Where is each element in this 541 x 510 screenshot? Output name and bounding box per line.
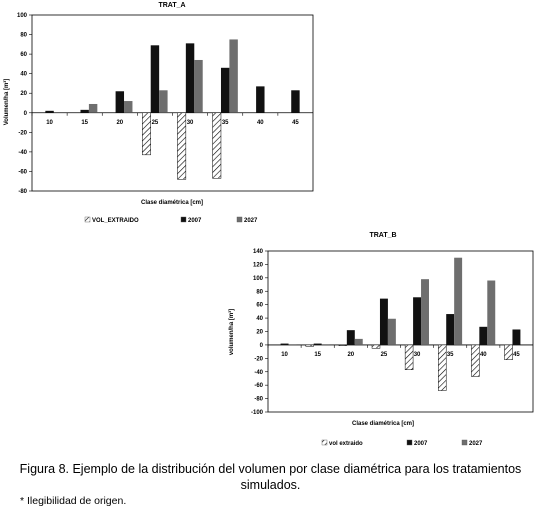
chart-trat-a-bar-2007-35 — [221, 68, 229, 113]
chart-trat-b-y-tick-label: -40 — [254, 369, 263, 376]
chart-trat-a-x-axis-label: Clase diamétrica [cm] — [140, 200, 204, 206]
chart-trat-a-y-tick-label: 40 — [20, 71, 27, 78]
chart-trat-a-bar-2007-25 — [151, 45, 159, 112]
chart-trat-a-x-tick-label: 25 — [151, 119, 159, 126]
chart-trat-b-y-tick-label: 140 — [252, 249, 263, 255]
chart-trat-a-bar-vol-extraido-25 — [142, 113, 150, 155]
chart-trat-a-legend-swatch — [181, 217, 186, 222]
chart-trat-b-bar-vol-extraido-35 — [438, 345, 446, 391]
chart-trat-a-legend-label: VOL_EXTRAIDO — [92, 218, 139, 224]
chart-trat-a-x-tick-label: 20 — [116, 119, 124, 126]
chart-trat-b-y-tick-label: -80 — [254, 396, 263, 403]
chart-trat-a-y-tick-label: 0 — [23, 110, 27, 117]
chart-trat-a-y-tick-label: 100 — [16, 13, 27, 19]
chart-trat-b-x-tick-label: 20 — [347, 351, 355, 358]
chart-trat-b-x-tick-label: 15 — [314, 351, 322, 358]
chart-trat-a-bar-2007-45 — [291, 90, 299, 112]
chart-trat-b-bar-vol-extraido-45 — [505, 345, 513, 360]
chart-trat-a-bar-2007-30 — [186, 43, 194, 112]
chart-trat-b-bar-vol-extraido-30 — [405, 345, 413, 370]
chart-trat-b-y-tick-label: 80 — [256, 289, 263, 296]
chart-trat-b-legend-swatch — [322, 440, 327, 445]
chart-trat-a-legend-swatch — [237, 217, 242, 222]
chart-trat-a-bar-2007-20 — [116, 91, 124, 113]
chart-trat-a-y-tick-label: -80 — [18, 189, 27, 195]
chart-trat-b-bar-vol-extraido-40 — [471, 345, 479, 377]
chart-trat-a-bar-2007-15 — [80, 110, 88, 113]
chart-trat-b-legend-swatch — [407, 440, 412, 445]
chart-trat-a-bar-vol-extraido-30 — [177, 113, 185, 179]
chart-trat-b-y-tick-label: -60 — [254, 383, 263, 390]
chart-trat-b-bar-vol-extraido-20 — [339, 345, 347, 346]
chart-trat-a-legend-label: 2007 — [188, 218, 202, 224]
chart-trat-a-y-tick-label: 60 — [20, 52, 27, 59]
chart-trat-a-x-tick-label: 15 — [81, 119, 89, 126]
chart-trat-b-y-tick-label: 120 — [252, 262, 263, 269]
chart-trat-b-bar-2027-30 — [421, 279, 429, 345]
chart-trat-a-legend-swatch — [85, 217, 90, 222]
chart-trat-a-bar-vol-extraido-35 — [213, 113, 221, 179]
chart-trat-b-x-axis-label: Clase diamétrica [cm] — [351, 421, 415, 427]
chart-trat-b-title: TRAT_B — [369, 232, 397, 239]
chart-trat-b-bar-2007-30 — [413, 297, 421, 345]
chart-trat-b-bar-2007-15 — [314, 344, 322, 345]
chart-trat-b-bar-2027-20 — [355, 339, 363, 345]
chart-trat-a-bar-2027-20 — [124, 101, 132, 113]
chart-trat-b-y-tick-label: 60 — [256, 302, 263, 309]
chart-trat-b-x-tick-label: 10 — [281, 351, 288, 358]
chart-trat-a-bar-2027-25 — [159, 90, 167, 112]
chart-trat-b-bar-2007-40 — [479, 327, 487, 345]
chart-trat-b-bar-vol-extraido-25 — [372, 345, 380, 348]
chart-trat-b-bar-2007-10 — [281, 344, 289, 345]
chart-trat-b-x-tick-label: 30 — [413, 351, 421, 358]
chart-trat-a-y-tick-label: -60 — [18, 169, 27, 176]
chart-trat-b-y-axis-label: volumen/ha [m³] — [229, 308, 235, 356]
chart-trat-b-x-tick-label: 40 — [479, 351, 487, 358]
chart-trat-a-y-tick-label: 80 — [20, 32, 27, 39]
chart-trat-b-y-tick-label: 40 — [256, 316, 263, 323]
chart-trat-a-x-tick-label: 10 — [46, 119, 53, 126]
chart-trat-a-y-tick-label: 20 — [20, 91, 27, 98]
chart-trat-a-x-tick-label: 35 — [221, 119, 229, 126]
chart-trat-b-bar-vol-extraido-15 — [306, 345, 314, 346]
chart-trat-b-legend-label: 2007 — [414, 441, 428, 447]
chart-trat-a-plot-frame — [32, 15, 313, 191]
chart-trat-b-bar-2027-25 — [388, 319, 396, 345]
chart-trat-b-y-tick-label: -20 — [254, 356, 263, 363]
chart-trat-a-x-tick-label: 40 — [256, 119, 264, 126]
chart-trat-a-bar-2007-40 — [256, 86, 264, 112]
chart-trat-b-y-tick-label: 20 — [256, 329, 263, 336]
chart-trat-b-bar-2007-25 — [380, 299, 388, 345]
chart-trat-b-y-tick-label: -100 — [250, 410, 263, 416]
chart-trat-a-legend-label: 2027 — [244, 218, 258, 224]
chart-trat-a-y-tick-label: -20 — [18, 130, 27, 137]
chart-trat-b-bar-2027-15 — [322, 344, 330, 345]
chart-trat-b-bar-2027-10 — [289, 344, 297, 345]
chart-trat-b-bar-2007-35 — [446, 314, 454, 345]
chart-trat-a-x-tick-label: 30 — [186, 119, 194, 126]
chart-trat-a-bar-2027-35 — [229, 39, 237, 112]
chart-trat-b-x-tick-label: 25 — [380, 351, 388, 358]
chart-trat-b-x-tick-label: 45 — [513, 351, 520, 358]
chart-trat-b-bar-2027-40 — [487, 281, 495, 345]
chart-trat-a-y-axis-label: Volumen/ha [m³] — [4, 78, 10, 126]
chart-trat-b-y-tick-label: 100 — [252, 275, 263, 282]
chart-trat-a-bar-2007-10 — [45, 111, 53, 113]
chart-trat-b-bar-2007-20 — [347, 330, 355, 345]
chart-trat-b-bar-2007-45 — [512, 329, 520, 344]
chart-trat-a-bar-2027-30 — [194, 60, 202, 113]
chart-trat-b-legend-label: 2027 — [469, 441, 483, 447]
chart-trat-b-x-tick-label: 35 — [446, 351, 454, 358]
chart-trat-b-legend-swatch — [462, 440, 467, 445]
chart-trat-b-y-tick-label: 0 — [259, 342, 263, 349]
figure-caption: Figura 8. Ejemplo de la distribución del volumen por clase diamétrica para los tratamientos simulados. — [19, 462, 522, 492]
chart-trat-a-y-tick-label: -40 — [18, 149, 27, 156]
chart-trat-a-x-tick-label: 45 — [292, 119, 299, 126]
chart-trat-a-bar-2027-15 — [89, 104, 97, 113]
chart-trat-a-title: TRAT_A — [158, 2, 186, 9]
chart-trat-b-bar-2027-35 — [454, 258, 462, 345]
figure-note: * Ilegibilidad de origen. — [20, 495, 127, 507]
chart-trat-b-legend-label: vol extraido — [329, 441, 363, 447]
